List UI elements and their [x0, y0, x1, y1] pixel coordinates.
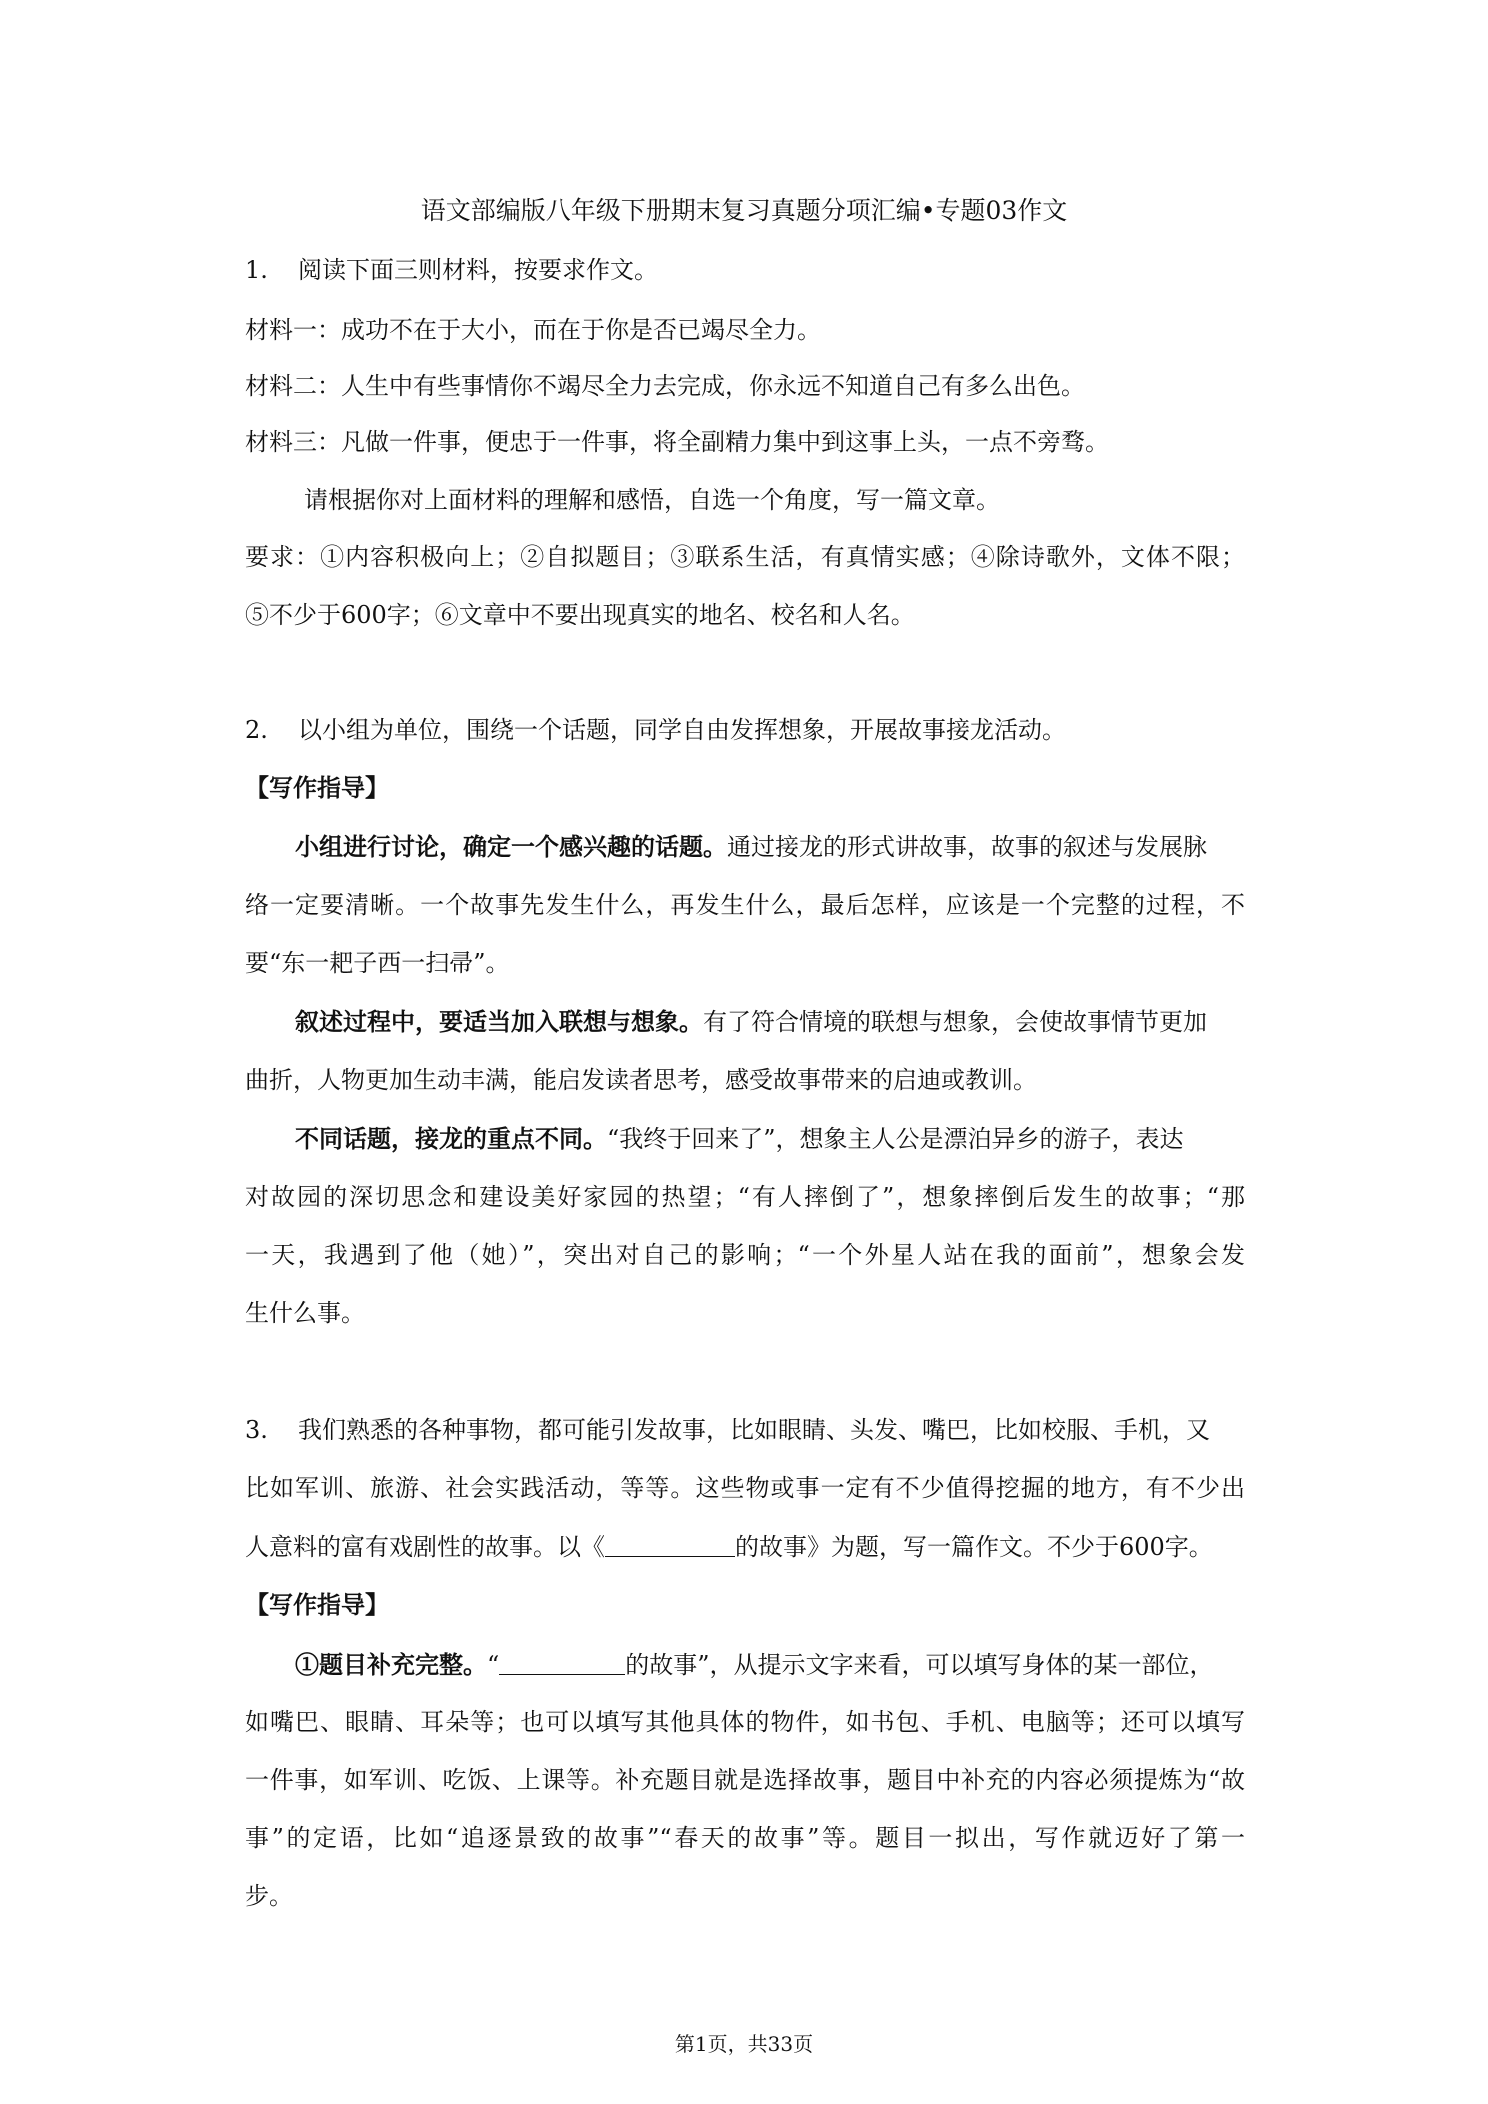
q3-guide-blank [499, 1652, 625, 1675]
q3-stem-line-3-start: 人意料的富有戏剧性的故事。以《 [245, 1533, 605, 1561]
q2-para-1-lead: 小组进行讨论，确定一个感兴趣的话题。 [295, 832, 727, 861]
q3-para-1-lead: ①题目补充完整。 [295, 1650, 487, 1679]
q1-requirement-line-1: 要求：①内容积极向上；②自拟题目；③联系生活，有真情实感；④除诗歌外，文体不限； [245, 543, 1245, 571]
q3-para-1-line-3: 一件事，如军训、吃饭、上课等。补充题目就是选择故事，题目中补充的内容必须提炼为“故 [245, 1766, 1245, 1794]
q3-stem-text: 我们熟悉的各种事物，都可能引发故事，比如眼睛、头发、嘴巴，比如校服、手机，又 [298, 1416, 1210, 1444]
q2-para-3-lead: 不同话题，接龙的重点不同。 [295, 1124, 607, 1153]
q2-para-2-text: 有了符合情境的联想与想象，会使故事情节更加 [703, 1008, 1207, 1036]
q2-para-3-line-4: 生什么事。 [245, 1299, 365, 1327]
q2-para-3-line-3: 一天，我遇到了他（她）”，突出对自己的影响；“一个外星人站在我的面前”，想象会发 [245, 1241, 1245, 1269]
q2-para-1-line-3: 要“东一耙子西一扫帚”。 [245, 949, 510, 977]
q3-para-1-open-quote: “ [487, 1651, 500, 1679]
q3-number: 3. [245, 1416, 268, 1444]
q1-material-3: 材料三：凡做一件事，便忠于一件事，将全副精力集中到这事上头，一点不旁骛。 [245, 428, 1109, 456]
q2-stem: 以小组为单位，围绕一个话题，同学自由发挥想象，开展故事接龙活动。 [298, 716, 1066, 744]
q3-para-1-text: 的故事”，从提示文字来看，可以填写身体的某一部位， [625, 1651, 1214, 1679]
q3-para-1-line-2: 如嘴巴、眼睛、耳朵等；也可以填写其他具体的物件，如书包、手机、电脑等；还可以填写 [245, 1708, 1245, 1736]
q3-stem-line-3 [245, 1534, 1213, 1559]
q2-para-1-line-1 [295, 832, 1207, 861]
q2-para-2-line-2: 曲折，人物更加生动丰满，能启发读者思考，感受故事带来的启迪或教训。 [245, 1066, 1037, 1094]
q3-para-1-line-1 [295, 1652, 1214, 1677]
q2-guide-heading: 【写作指导】 [245, 773, 389, 802]
q2-para-3-line-1 [295, 1124, 1184, 1153]
q3-title-blank [605, 1534, 735, 1557]
q2-para-3-line-2: 对故园的深切思念和建设美好家园的热望；“有人摔倒了”，想象摔倒后发生的故事；“那 [245, 1183, 1245, 1211]
document-title: 语文部编版八年级下册期末复习真题分项汇编•专题03作文 [420, 196, 1068, 225]
q2-para-3-text: “我终于回来了”，想象主人公是漂泊异乡的游子，表达 [607, 1125, 1184, 1153]
q1-number: 1. [245, 256, 268, 284]
q3-guide-heading: 【写作指导】 [245, 1590, 389, 1619]
q2-para-2-lead: 叙述过程中，要适当加入联想与想象。 [295, 1007, 703, 1036]
q1-requirement-line-2: ⑤不少于600字；⑥文章中不要出现真实的地名、校名和人名。 [245, 601, 915, 629]
q3-stem-line-1 [245, 1418, 1210, 1442]
q1-prompt: 请根据你对上面材料的理解和感悟，自选一个角度，写一篇文章。 [304, 486, 1000, 514]
q2-para-1-line-2: 络一定要清晰。一个故事先发生什么，再发生什么，最后怎样，应该是一个完整的过程，不 [245, 891, 1245, 919]
q2-para-1-text: 通过接龙的形式讲故事，故事的叙述与发展脉 [727, 833, 1207, 861]
q2-para-2-line-1 [295, 1007, 1207, 1036]
q1-material-2: 材料二：人生中有些事情你不竭尽全力去完成，你永远不知道自己有多么出色。 [245, 372, 1085, 400]
q1-stem: 阅读下面三则材料，按要求作文。 [298, 256, 658, 284]
page-footer: 第1页，共33页 [674, 2032, 814, 2056]
q2-number: 2. [245, 716, 268, 744]
q3-para-1-line-4: 事”的定语，比如“追逐景致的故事”“春天的故事”等。题目一拟出，写作就迈好了第一 [245, 1824, 1245, 1852]
q3-stem-line-3-end: 的故事》为题，写一篇作文。不少于600字。 [735, 1533, 1213, 1561]
q3-para-1-line-5: 步。 [245, 1882, 293, 1910]
q2-stem-line [245, 718, 1066, 742]
q1-material-1: 材料一：成功不在于大小，而在于你是否已竭尽全力。 [245, 316, 821, 344]
q1-stem-line [245, 258, 658, 282]
q3-stem-line-2: 比如军训、旅游、社会实践活动，等等。这些物或事一定有不少值得挖掘的地方，有不少出 [245, 1474, 1245, 1502]
